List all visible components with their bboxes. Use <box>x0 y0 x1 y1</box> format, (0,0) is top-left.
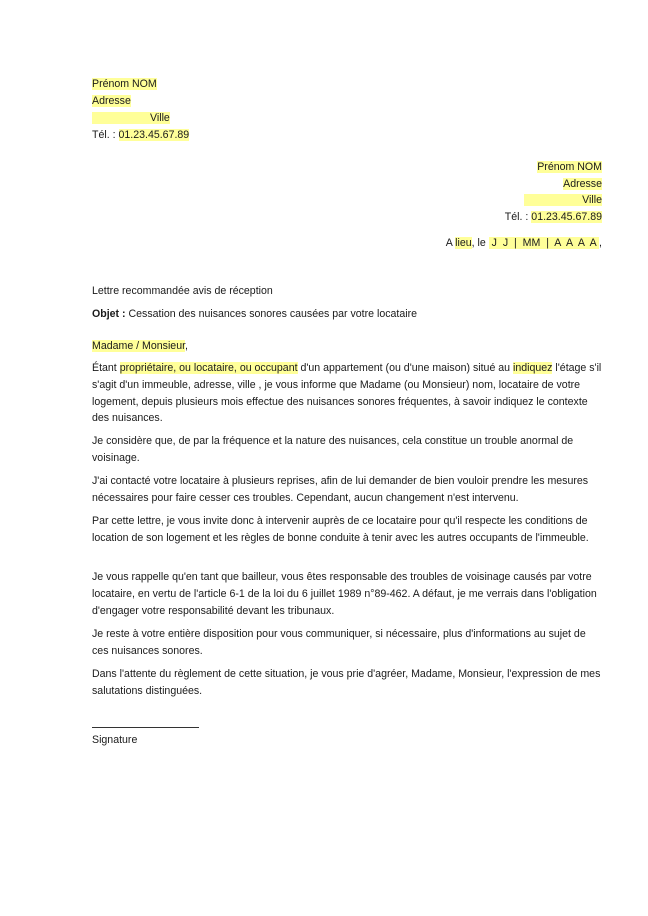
p1-status: propriétaire, ou locataire, ou occupant <box>119 362 298 374</box>
recipient-phone-number: 01.23.45.67.89 <box>531 211 602 223</box>
recipient-city <box>524 192 602 208</box>
subject-line <box>92 306 417 322</box>
date-sep: , le <box>471 237 489 249</box>
recipient-city-text: Ville <box>524 194 602 206</box>
sender-phone-label: Tél. : <box>92 129 119 141</box>
paragraph-2: Je considère que, de par la fréquence et la nature des nuisances, cela constitue un trouble anormal de voisinage. <box>92 435 574 464</box>
paragraph-5: Je vous rappelle qu'en tant que bailleur, vous êtes responsable des troubles de voisinage causés par votre locataire, en vertu de l'article 6-1 de la loi du 6 juillet 1989 n°89-462. A défaut, je me verrais dans l'obligation d'engager votre responsabilité devant les tribunaux. <box>92 571 597 617</box>
p1-e: l'étage s'il s'agit d'un immeuble, adresse, ville , je vous informe que Madame (ou Monsieur) nom, locataire de votre logement, depuis plusieurs mois effectue des nuisances sonores fréquentes, à savoir indiquez le contexte des nuisances. <box>92 362 602 425</box>
date-suffix: , <box>599 237 602 249</box>
p1-indicate: indiquez <box>513 362 553 374</box>
sender-city-text: Ville <box>92 112 170 124</box>
sender-address-text: Adresse <box>92 95 131 107</box>
salutation-punct: , <box>185 340 188 352</box>
date-prefix: A <box>445 237 456 249</box>
date-place: lieu <box>455 237 472 249</box>
sender-phone-number: 01.23.45.67.89 <box>118 129 190 141</box>
date-value: J J | MM | A A A A <box>488 237 600 249</box>
paragraph-4: Par cette lettre, je vous invite donc à intervenir auprès de ce locataire pour qu'il respecte les conditions de location de son logement et les règles de bonne conduite à tenir avec les autres occupants de l'immeuble. <box>92 515 589 544</box>
paragraph-1 <box>92 360 604 427</box>
delivery-mode: Lettre recommandée avis de réception <box>92 285 273 297</box>
p1-c: d'un appartement (ou d'une maison) situé au <box>297 362 514 374</box>
recipient-name-text: Prénom NOM <box>537 161 602 173</box>
signature-label: Signature <box>92 734 138 746</box>
sender-phone <box>92 127 189 143</box>
paragraph-7: Dans l'attente du règlement de cette situation, je vous prie d'agréer, Madame, Monsieur, l'expression de mes salutations distinguées. <box>92 668 601 697</box>
recipient-phone <box>505 209 602 225</box>
recipient-name <box>537 159 602 175</box>
recipient-address <box>563 176 602 192</box>
sender-address <box>92 93 131 109</box>
subject-text: Cessation des nuisances sonores causées par votre locataire <box>125 308 418 320</box>
paragraph-3: J'ai contacté votre locataire à plusieurs reprises, afin de lui demander de bien vouloir prendre les mesures nécessaires pour faire cesser ces troubles. Cependant, aucun changement n'est intervenu. <box>92 475 589 504</box>
recipient-address-text: Adresse <box>563 178 602 190</box>
sender-city <box>92 110 170 126</box>
date-line <box>446 235 602 251</box>
recipient-phone-label: Tél. : <box>504 211 532 223</box>
sender-name <box>92 76 157 92</box>
sender-name-text: Prénom NOM <box>92 78 157 90</box>
paragraph-6: Je reste à votre entière disposition pour vous communiquer, si nécessaire, plus d'informations au sujet de ces nuisances sonores. <box>92 628 586 657</box>
subject-label: Objet : <box>92 308 126 320</box>
salutation-text: Madame / Monsieur <box>92 340 186 352</box>
p1-a: Étant <box>92 362 120 374</box>
signature-line <box>92 727 199 728</box>
salutation <box>92 338 188 354</box>
